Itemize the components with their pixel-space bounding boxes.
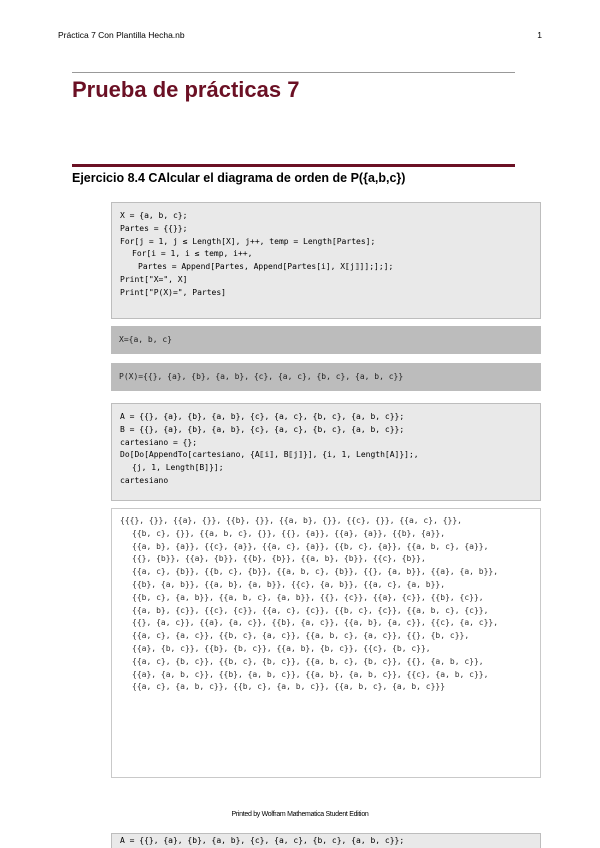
code-line: B = {{}, {a}, {b}, {a, b}, {c}, {a, c}, {b, c}, {a, b, c}}; [120, 424, 405, 434]
print-footer: Printed by Wolfram Mathematica Student Edition [231, 811, 369, 818]
output-line: {{b}, {a, b}}, {{a, b}, {a, b}}, {{c}, {a, b}}, {{a, c}, {a, b}}, [132, 579, 446, 589]
output-line: {{a}, {a, b, c}}, {{b}, {a, b, c}}, {{a, b}, {a, b, c}}, {{c}, {a, b, c}}, [132, 669, 489, 679]
page-title: Prueba de prácticas 7 [72, 77, 300, 102]
output-line: {{a, b}, {a}}, {{c}, {a}}, {{a, c}, {a}}, {{b, c}, {a}}, {{a, b, c}, {a}}, [132, 541, 489, 551]
output-line: {{a}, {b, c}}, {{b}, {b, c}}, {{a, b}, {b, c}}, {{c}, {b, c}}, [132, 643, 431, 653]
code-line: Partes = {{}}; [120, 223, 188, 233]
output-line: {{a, c}, {a, c}}, {{b, c}, {a, c}}, {{a, b, c}, {a, c}}, {{}, {b, c}}, [132, 631, 470, 641]
title-divider [72, 72, 515, 73]
code-line: Partes = Append[Partes, Append[Partes[i], X⟦j⟧]];];]; [138, 262, 394, 272]
print-output-partes[interactable] [111, 363, 541, 391]
output-line: {{a, c}, {b, c}}, {{b, c}, {b, c}}, {{a, b, c}, {b, c}}, {{}, {a, b, c}}, [132, 656, 484, 666]
code-line: Do[Do[AppendTo[cartesiano, {A⟦i⟧, B⟦j⟧}], {i, 1, Length[A]}];, [120, 450, 419, 460]
output-line: {{a, b}, {c}}, {{c}, {c}}, {{a, c}, {c}}, {{b, c}, {c}}, {{a, b, c}, {c}}, [132, 605, 489, 615]
section-divider [72, 164, 515, 167]
output-cell-cartesiano[interactable] [111, 508, 541, 778]
code-line: X = {a, b, c}; [120, 211, 188, 220]
output-line: {{}, {b}}, {{a}, {b}}, {{b}, {b}}, {{a, b}, {b}}, {{c}, {b}}, [132, 554, 426, 564]
output-line: {{a, c}, {b}}, {{b, c}, {b}}, {{a, b, c}, {b}}, {{}, {a, b}}, {{a}, {a, b}}, [132, 567, 499, 577]
print-output-text: X={a, b, c} [119, 334, 172, 344]
page-number: 1 [537, 30, 542, 40]
input-cell-2[interactable] [111, 403, 541, 501]
print-output-x[interactable] [111, 326, 541, 354]
code-line: cartesiano [120, 475, 169, 485]
code-line: For[j = 1, j ≤ Length[X], j++, temp = Length[Partes]; [120, 236, 376, 246]
section-title: Ejercicio 8.4 CAlcular el diagrama de orden de P({a,b,c}) [72, 171, 406, 185]
notebook-filename: Práctica 7 Con Plantilla Hecha.nb [58, 30, 185, 40]
output-line: {{{}, {}}, {{a}, {}}, {{b}, {}}, {{a, b}, {}}, {{c}, {}}, {{a, c}, {}}, [120, 516, 462, 525]
output-line: {{b, c}, {a, b}}, {{a, b, c}, {a, b}}, {{}, {c}}, {{a}, {c}}, {{b}, {c}}, [132, 592, 484, 602]
output-line: {{a, c}, {a, b, c}}, {{b, c}, {a, b, c}}, {{a, b, c}, {a, b, c}}} [132, 682, 446, 692]
code-line: {j, 1, Length[B]}]; [132, 463, 224, 473]
input-cell-3[interactable] [111, 833, 541, 848]
output-line: {{}, {a, c}}, {{a}, {a, c}}, {{b}, {a, c}}, {{a, b}, {a, c}}, {{c}, {a, c}}, [132, 618, 499, 628]
code-line: A = {{}, {a}, {b}, {a, b}, {c}, {a, c}, {b, c}, {a, b, c}}; [120, 412, 405, 421]
code-line: cartesiano = {}; [120, 437, 198, 447]
code-line: Print["P(X)=", Partes] [120, 287, 226, 297]
code-line: For[i = 1, i ≤ temp, i++, [132, 249, 253, 259]
code-line: Print["X=", X] [120, 274, 188, 284]
input-cell-1[interactable] [111, 202, 541, 319]
code-line: A = {{}, {a}, {b}, {a, b}, {c}, {a, c}, {b, c}, {a, b, c}}; [120, 836, 405, 845]
output-line: {{b, c}, {}}, {{a, b, c}, {}}, {{}, {a}}, {{a}, {a}}, {{b}, {a}}, [132, 528, 446, 538]
print-output-text: P(X)={{}, {a}, {b}, {a, b}, {c}, {a, c}, {b, c}, {a, b, c}} [119, 371, 404, 381]
